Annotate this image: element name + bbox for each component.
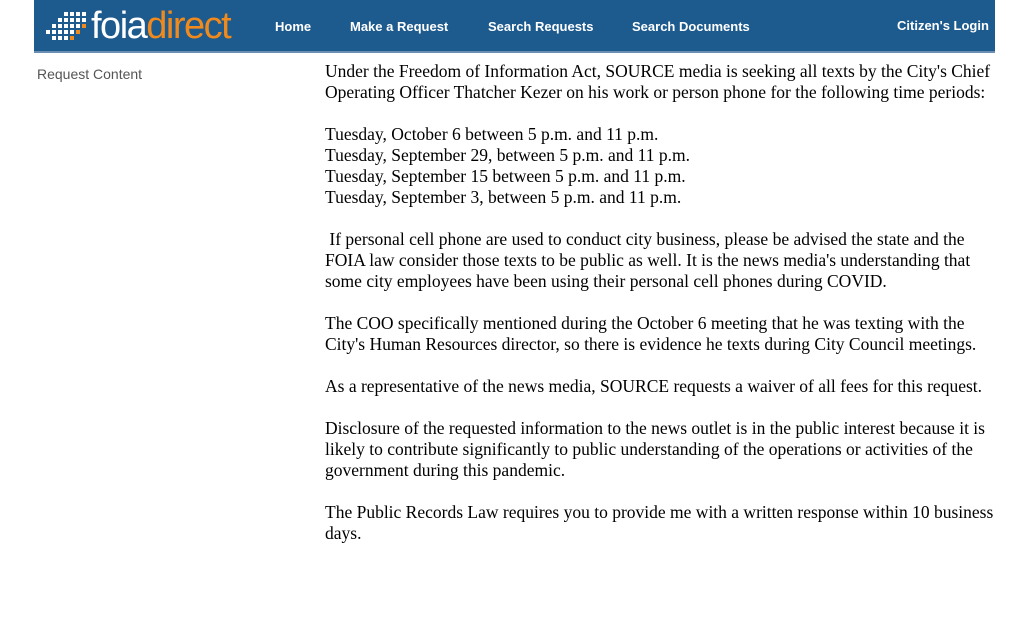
nav-home-link[interactable]: Home	[275, 19, 312, 34]
time-period-item: Tuesday, September 15 between 5 p.m. and 11 p.m.	[325, 166, 686, 186]
fee-waiver-paragraph: As a representative of the news media, SOURCE requests a waiver of all fees for this request.	[325, 376, 983, 396]
nav-make-request-link[interactable]: Make a Request	[350, 19, 449, 34]
request-content-label: Request Content	[37, 66, 143, 82]
document-stack-icon	[44, 10, 90, 44]
coo-mention-paragraph: The COO specifically mentioned during the October 6 meeting that he was texting with the City's Human Resources director, so there is evidence he texts during City Council meetings.	[325, 313, 977, 354]
logo-wordmark	[91, 7, 230, 45]
request-content-body	[325, 61, 995, 565]
time-periods-list	[325, 124, 995, 208]
intro-paragraph: Under the Freedom of Information Act, SOURCE media is seeking all texts by the City's Chief Operating Officer Thatcher Kezer on his work or person phone for the following time periods:	[325, 61, 991, 102]
foiadirect-logo[interactable]	[44, 5, 231, 47]
nav-search-documents-link[interactable]: Search Documents	[632, 19, 750, 34]
response-requirement-paragraph: The Public Records Law requires you to provide me with a written response within 10 business days.	[325, 502, 994, 543]
time-period-item: Tuesday, October 6 between 5 p.m. and 11 p.m.	[325, 124, 659, 144]
logo-text-foia: foia	[91, 5, 147, 47]
top-navbar	[34, 0, 995, 53]
time-period-item: Tuesday, September 29, between 5 p.m. and 11 p.m.	[325, 145, 691, 165]
time-period-item: Tuesday, September 3, between 5 p.m. and 11 p.m.	[325, 187, 682, 207]
public-interest-paragraph: Disclosure of the requested information to the news outlet is in the public interest because it is likely to contribute significantly to public understanding of the operations or activities of the government during this pandemic.	[325, 418, 985, 480]
nav-search-requests-link[interactable]: Search Requests	[488, 19, 594, 34]
logo-text-direct: direct	[146, 5, 231, 47]
personal-phone-paragraph: If personal cell phone are used to conduct city business, please be advised the state and the FOIA law consider those texts to be public as well. It is the news media's understanding that some city employees have been using their personal cell phones during COVID.	[325, 229, 975, 291]
citizens-login-link[interactable]: Citizen's Login	[897, 18, 989, 33]
